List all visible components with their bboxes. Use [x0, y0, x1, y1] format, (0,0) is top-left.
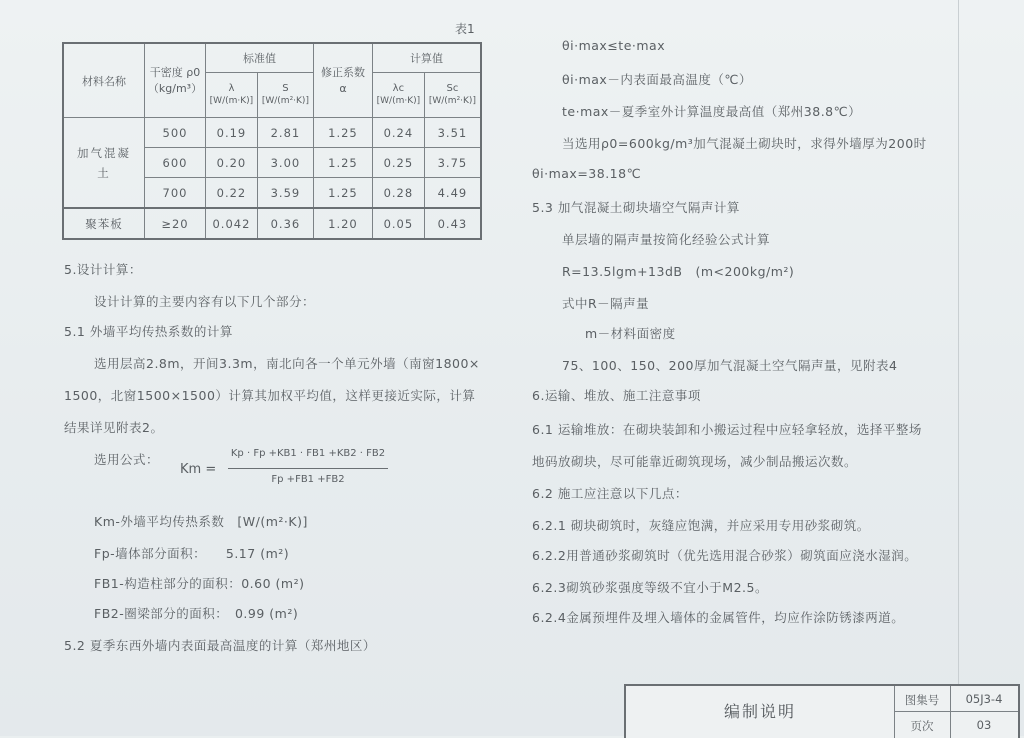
- header-density-unit: （kg/m³）: [147, 81, 203, 95]
- table-cell: 0.05: [372, 208, 424, 239]
- km-definition: Km-外墙平均传热系数 [W/(m²·K)]: [94, 514, 308, 529]
- header-alpha: α: [339, 81, 347, 95]
- section-6-2-heading: 6.2 施工应注意以下几点：: [532, 486, 688, 501]
- atlas-number: 05J3-4: [965, 692, 1003, 706]
- fp-definition: Fp-墙体部分面积： 5.17 (m²): [94, 546, 290, 561]
- table-cell: 500: [145, 118, 206, 148]
- header-calc: 计算值: [372, 43, 481, 73]
- header-correction: [313, 43, 372, 118]
- paragraph-line: 选用层高2.8m，开间3.3m，南北向各一个单元外墙（南窗1800×: [94, 356, 480, 371]
- header-lambda-c-unit: [W/(m·K)]: [376, 96, 421, 106]
- right-line: R=13.5lgm+13dB (m<200kg/m²): [562, 264, 795, 279]
- header-s-c-symbol: Sc: [446, 83, 459, 94]
- km-formula: [180, 448, 390, 498]
- header-lambda-c-symbol: λc: [392, 83, 405, 94]
- header-lambda: [206, 73, 258, 118]
- table-cell: 1.20: [313, 208, 372, 239]
- section-5-3-heading: 5.3 加气混凝土砌块墙空气隔声计算: [532, 200, 740, 215]
- table-cell: 0.20: [206, 148, 258, 178]
- page-number: 03: [976, 718, 992, 732]
- table-cell: 1.25: [313, 178, 372, 209]
- formula-numerator: Kp · Fp +KB1 · FB1 +KB2 · FB2: [230, 448, 386, 459]
- table-cell: 4.49: [424, 178, 481, 209]
- formula-denominator: Fp +FB1 +FB2: [271, 474, 345, 485]
- right-line: 6.2.1 砌块砌筑时，灰缝应饱满，并应采用专用砂浆砌筑。: [532, 518, 870, 533]
- table-cell: 3.75: [424, 148, 481, 178]
- header-lambda-c: [372, 73, 424, 118]
- header-correction-label: 修正系数: [320, 65, 365, 79]
- table-cell: 0.22: [206, 178, 258, 209]
- material-table: [62, 42, 482, 240]
- header-density-label: 干密度 ρ0: [149, 65, 201, 79]
- section-6-heading: 6.运输、堆放、施工注意事项: [532, 388, 701, 403]
- table-cell: 3.51: [424, 118, 481, 148]
- right-line: 6.2.2用普通砂浆砌筑时（优先选用混合砂浆）砌筑面应浇水湿润。: [532, 548, 918, 563]
- section-5-heading: 5.设计计算：: [64, 262, 142, 277]
- table-row: [63, 118, 481, 148]
- table-cell: 3.59: [257, 178, 313, 209]
- table-cell: 700: [145, 178, 206, 209]
- right-line: θi·max≤te·max: [562, 38, 666, 53]
- fraction-bar: [228, 468, 388, 469]
- right-line: 6.2.4金属预埋件及埋入墙体的金属管件，均应作涂防锈漆两道。: [532, 610, 905, 625]
- header-material: 材料名称: [63, 43, 145, 118]
- header-s-c: [424, 73, 481, 118]
- page-label: 页次: [910, 719, 934, 733]
- right-line: 地码放砌块，尽可能靠近砌筑现场，减少制品搬运次数。: [532, 454, 858, 469]
- table-cell: 600: [145, 148, 206, 178]
- formula-lhs: Km =: [180, 462, 217, 477]
- formula-label: 选用公式：: [94, 452, 160, 467]
- section-5-2-heading: 5.2 夏季东西外墙内表面最高温度的计算（郑州地区）: [64, 638, 376, 653]
- right-line: θi·max－内表面最高温度（℃）: [562, 72, 752, 87]
- table-cell: ≥20: [145, 208, 206, 239]
- right-line: θi·max=38.18℃: [532, 166, 642, 181]
- table-cell: 3.00: [257, 148, 313, 178]
- table-cell: 0.28: [372, 178, 424, 209]
- frame-line: [958, 0, 959, 736]
- table-cell: 0.042: [206, 208, 258, 239]
- right-line: 当选用ρ0=600kg/m³加气混凝土砌块时，求得外墙厚为200时: [562, 136, 927, 151]
- section-5-1-heading: 5.1 外墙平均传热系数的计算: [64, 324, 233, 339]
- header-s-symbol: S: [282, 83, 289, 94]
- table-cell: 0.36: [257, 208, 313, 239]
- header-standard: 标准值: [206, 43, 314, 73]
- drawing-title: 编制说明: [626, 686, 895, 738]
- table-cell: 1.25: [313, 148, 372, 178]
- header-s-unit: [W/(m²·K)]: [261, 96, 309, 106]
- header-s-c-unit: [W/(m²·K)]: [428, 96, 476, 106]
- right-line: 单层墙的隔声量按简化经验公式计算: [562, 232, 771, 247]
- table-caption: 表1: [455, 22, 475, 36]
- title-block: [624, 684, 1020, 738]
- fb1-definition: FB1-构造柱部分的面积：0.60 (m²): [94, 576, 305, 591]
- right-line: 6.2.3砌筑砂浆强度等级不宜小于M2.5。: [532, 580, 768, 595]
- table-cell: 0.43: [424, 208, 481, 239]
- table-cell: 聚苯板: [63, 208, 145, 239]
- paragraph-line: 结果详见附表2。: [64, 420, 164, 435]
- right-line: m－材料面密度: [585, 326, 676, 341]
- section-5-intro: 设计计算的主要内容有以下几个部分：: [94, 294, 316, 309]
- right-line: 式中R－隔声量: [562, 296, 650, 311]
- table-cell: 0.24: [372, 118, 424, 148]
- table-cell: 1.25: [313, 118, 372, 148]
- header-s: [257, 73, 313, 118]
- table-cell: 0.19: [206, 118, 258, 148]
- header-density: [145, 43, 206, 118]
- atlas-number-label: 图集号: [904, 693, 940, 707]
- right-line: 75、100、150、200厚加气混凝土空气隔声量，见附表4: [562, 358, 898, 373]
- fb2-definition: FB2-圈梁部分的面积： 0.99 (m²): [94, 606, 299, 621]
- row-group-name: 加气混凝土: [63, 118, 145, 209]
- header-lambda-unit: [W/(m·K)]: [209, 96, 254, 106]
- table-row: [63, 208, 481, 239]
- table-cell: 0.25: [372, 148, 424, 178]
- table-cell: 2.81: [257, 118, 313, 148]
- right-line: 6.1 运输堆放：在砌块装卸和小搬运过程中应轻拿轻放，选择平整场: [532, 422, 922, 437]
- right-line: te·max－夏季室外计算温度最高值（郑州38.8℃）: [562, 104, 862, 119]
- paragraph-line: 1500，北窗1500×1500）计算其加权平均值，这样更接近实际，计算: [64, 388, 476, 403]
- header-lambda-symbol: λ: [228, 83, 235, 94]
